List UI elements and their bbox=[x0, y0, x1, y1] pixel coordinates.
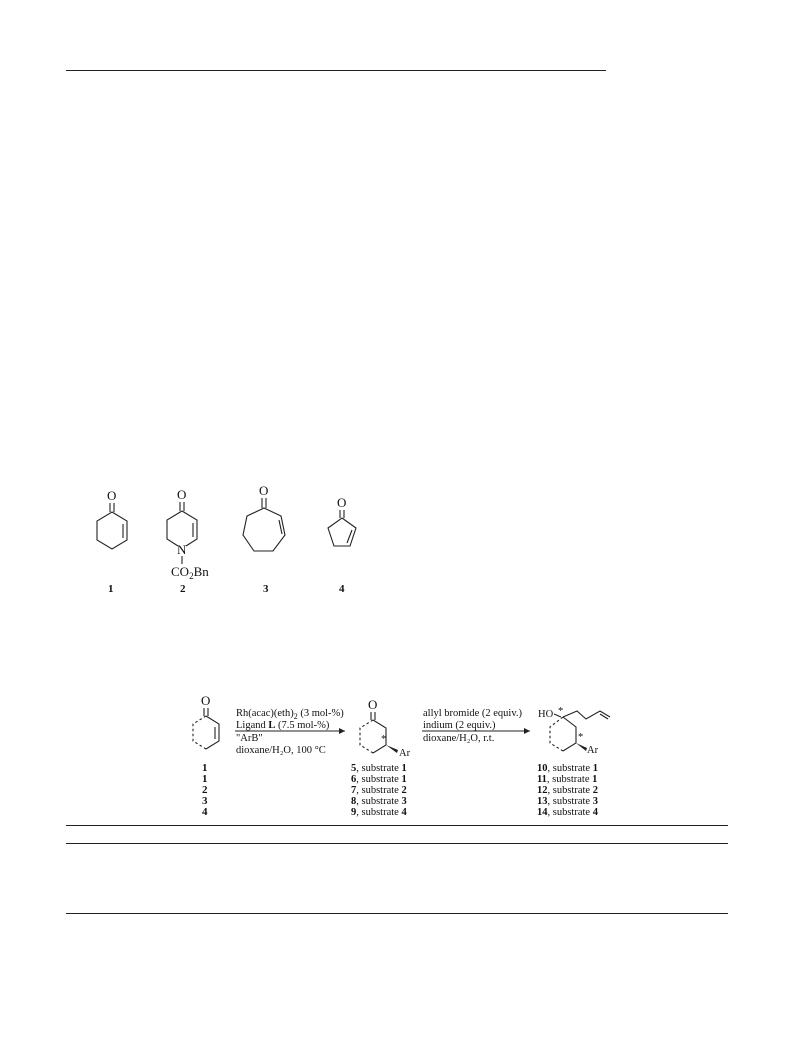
substrate-4-structure bbox=[328, 495, 356, 595]
svg-text:6, substrate 1: 6, substrate 1 bbox=[351, 774, 407, 785]
svg-text:Rh(acac)(eth)2 (3 mol-%): $Rh(acac)(eth)_2$ (3 mol-%) bbox=[236, 708, 344, 721]
svg-text:9, substrate 4: 9, substrate 4 bbox=[351, 807, 407, 818]
svg-text:*: * bbox=[558, 706, 564, 717]
substrate-2-nitrogen: N bbox=[177, 542, 187, 557]
svg-text:dioxane/H₂O, 100 °C: dioxane/H₂O, 100 °C bbox=[236, 745, 326, 756]
svg-text:13, substrate 3: 13, substrate 3 bbox=[537, 796, 598, 807]
intermediate-number-column bbox=[351, 763, 407, 818]
scheme-intermediate bbox=[360, 697, 411, 759]
substrate-2-oxygen: O bbox=[177, 487, 187, 502]
substrate-1-oxygen: O bbox=[107, 488, 117, 503]
scheme-start-enone bbox=[193, 693, 219, 749]
svg-text:3: 3 bbox=[202, 795, 208, 807]
product-ho: HO bbox=[538, 709, 554, 720]
substrate-2-number: 2 bbox=[180, 583, 186, 595]
svg-text:allyl bromide (2 equiv.): allyl bromide (2 equiv.) bbox=[423, 708, 523, 719]
scheme-product bbox=[538, 706, 610, 756]
intermediate-ar: Ar bbox=[399, 748, 411, 759]
scheme-start-oxygen: O bbox=[201, 693, 211, 708]
substrate-1-number: 1 bbox=[108, 583, 114, 595]
svg-text:Ligand L (7.5 mol-%): Ligand L (7.5 mol-%) bbox=[236, 720, 330, 731]
svg-text:11, substrate 1: 11, substrate 1 bbox=[537, 774, 598, 785]
substrate-4-number: 4 bbox=[339, 583, 345, 595]
svg-text:2: 2 bbox=[202, 784, 208, 796]
substrate-1-structure bbox=[97, 488, 127, 595]
product-number-column bbox=[537, 763, 599, 818]
substrate-3-oxygen: O bbox=[259, 483, 269, 498]
svg-text:14, substrate 4: 14, substrate 4 bbox=[537, 807, 598, 818]
svg-text:dioxane/H₂O, r.t.: dioxane/H₂O, r.t. bbox=[423, 733, 495, 744]
product-ar: Ar bbox=[587, 745, 599, 756]
substrate-2-co-label: $CO_2Bn$ bbox=[171, 564, 209, 581]
svg-text:indium (2 equiv.): indium (2 equiv.) bbox=[423, 720, 496, 731]
substrate-3-structure bbox=[243, 483, 285, 595]
svg-text:4: 4 bbox=[202, 806, 208, 818]
svg-text:1: 1 bbox=[202, 773, 208, 785]
substrate-2-structure bbox=[167, 487, 209, 595]
svg-text:5, substrate 1: 5, substrate 1 bbox=[351, 763, 407, 774]
step-2-conditions bbox=[422, 708, 530, 744]
substrate-3-number: 3 bbox=[263, 583, 269, 595]
svg-text:*: * bbox=[578, 732, 584, 743]
intermediate-oxygen: O bbox=[368, 697, 378, 712]
substrate-4-oxygen: O bbox=[337, 495, 347, 510]
svg-text:1: 1 bbox=[202, 762, 208, 774]
svg-text:*: * bbox=[381, 734, 387, 745]
svg-text:"ArB": "ArB" bbox=[236, 733, 263, 744]
svg-text:7, substrate 2: 7, substrate 2 bbox=[351, 785, 407, 796]
step-1-conditions bbox=[235, 708, 345, 756]
svg-text:10, substrate 1: 10, substrate 1 bbox=[537, 763, 598, 774]
svg-text:12, substrate 2: 12, substrate 2 bbox=[537, 785, 598, 796]
start-number-column bbox=[202, 762, 208, 818]
svg-text:8, substrate 3: 8, substrate 3 bbox=[351, 796, 407, 807]
